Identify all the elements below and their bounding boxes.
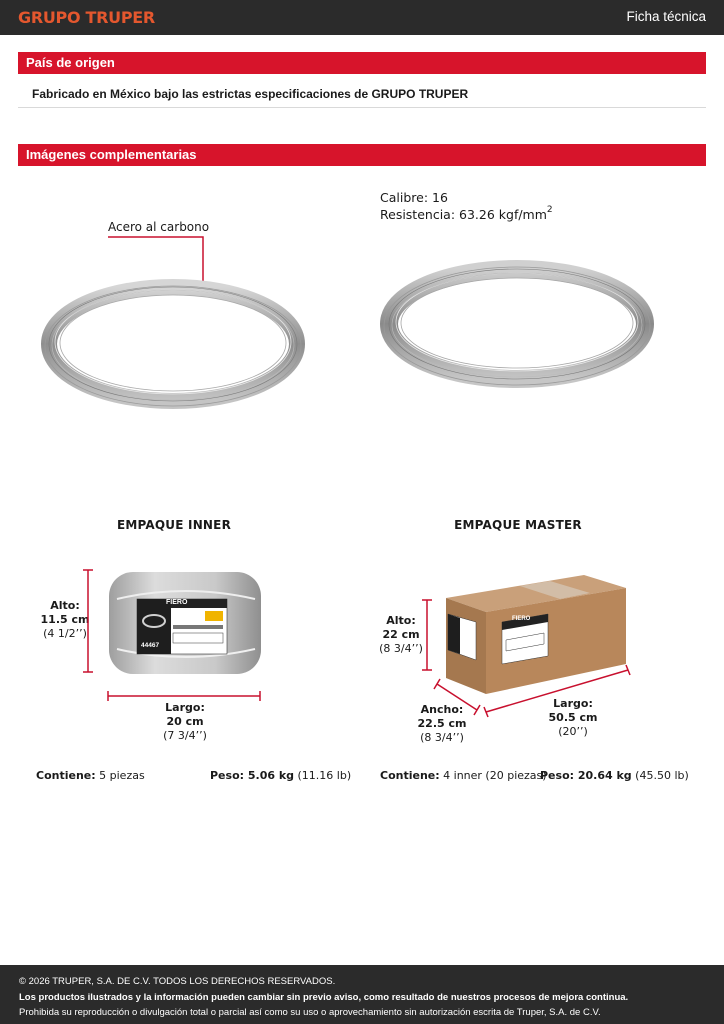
wire-coil-image-right <box>383 262 653 392</box>
master-weight-lb: (45.50 lb) <box>635 769 689 782</box>
master-height-cm: 22 cm <box>382 628 420 641</box>
inner-weight-label: Peso: 5.06 kg <box>210 769 295 782</box>
footer-prohibition: Prohibida su reproducción o divulgación total o parcial así como su uso o aprovechamiento sin autorización escrita de Truper, S.A. de C.V. <box>19 1007 601 1018</box>
master-width-dimension <box>416 703 468 745</box>
footer-disclaimer: Los productos ilustrados y la información pueden cambiar sin previo aviso, como resultado de nuestros procesos de mejora continua. <box>19 991 629 1003</box>
inner-length-dimension <box>155 701 215 743</box>
footer <box>0 965 724 1024</box>
master-contains-label: Contiene: <box>380 769 440 782</box>
master-package-title: EMPAQUE MASTER <box>454 518 582 532</box>
inner-contains <box>36 769 145 782</box>
inner-weight-lb: (11.16 lb) <box>297 769 352 782</box>
master-height-dimension <box>378 614 424 656</box>
origin-text: Fabricado en México bajo las estrictas especificaciones de GRUPO TRUPER <box>18 82 706 108</box>
caliber-spec: Calibre: 16 <box>380 190 448 205</box>
section-images-title: Imágenes complementarias <box>18 144 706 166</box>
inner-height-line <box>80 568 100 678</box>
master-weight <box>540 769 689 782</box>
inner-contains-label: Contiene: <box>36 769 96 782</box>
inner-height-cm: 11.5 cm <box>40 613 90 626</box>
inner-label-brand: FIERO <box>166 599 188 606</box>
inner-height-in: (4 1/2’’) <box>43 627 87 640</box>
inner-weight <box>210 769 351 782</box>
wire-coil-image-left <box>45 280 305 410</box>
resistance-value: Resistencia: 63.26 kgf/mm <box>380 207 547 223</box>
master-length-in: (20’’) <box>558 725 588 738</box>
inner-length-cm: 20 cm <box>166 715 204 728</box>
master-length-cm: 50.5 cm <box>548 711 598 724</box>
master-label-brand: FIERO <box>512 616 531 622</box>
master-width-in: (8 3/4’’) <box>420 731 464 744</box>
brand-logo: GRUPO TRUPER <box>18 8 155 27</box>
inner-height-label: Alto: <box>50 599 80 612</box>
inner-label-code: 44467 <box>141 642 160 649</box>
inner-length-label: Largo: <box>165 701 205 714</box>
master-contains-value: 4 inner (20 piezas) <box>443 769 547 782</box>
inner-contains-value: 5 piezas <box>99 769 145 782</box>
inner-length-in: (7 3/4’’) <box>163 729 207 742</box>
footer-copyright: © 2026 TRUPER, S.A. DE C.V. TODOS LOS DERECHOS RESERVADOS. <box>19 976 336 987</box>
inner-package-title: EMPAQUE INNER <box>116 518 232 532</box>
resistance-spec <box>380 205 553 222</box>
master-width-cm: 22.5 cm <box>417 717 467 730</box>
section-origin-title: País de origen <box>18 52 706 74</box>
resistance-superscript: 2 <box>546 205 553 215</box>
inner-package-image <box>107 569 267 679</box>
master-height-label: Alto: <box>386 614 416 627</box>
master-height-in: (8 3/4’’) <box>379 642 423 655</box>
master-weight-label: Peso: 20.64 kg <box>540 769 632 782</box>
document-type: Ficha técnica <box>626 9 706 24</box>
master-length-dimension <box>546 697 600 739</box>
master-width-label: Ancho: <box>420 703 464 716</box>
master-contains <box>380 769 547 782</box>
master-height-line <box>419 598 439 676</box>
master-length-label: Largo: <box>553 697 593 710</box>
material-callout: Acero al carbono <box>108 220 210 234</box>
